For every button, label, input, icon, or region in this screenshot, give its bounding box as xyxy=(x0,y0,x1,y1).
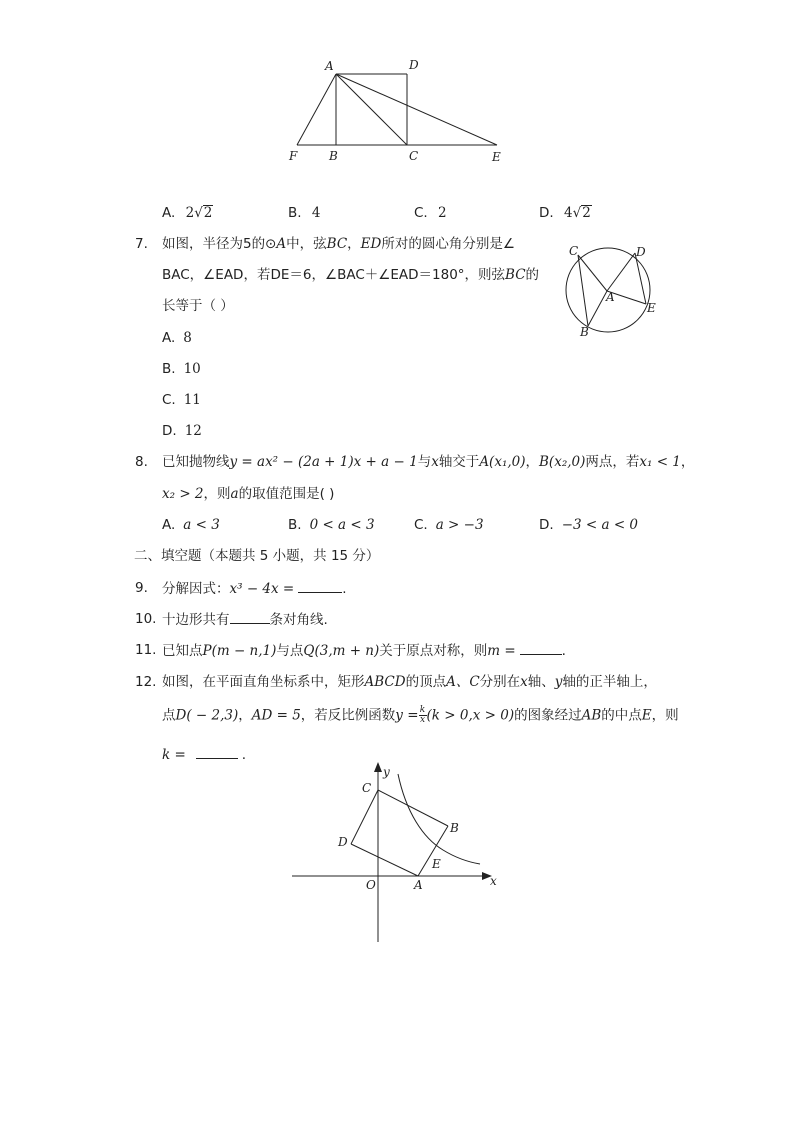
q6-option-b[interactable] xyxy=(288,204,320,222)
q6-label-e: E xyxy=(492,150,501,164)
q7-option-a[interactable]: A. 8 xyxy=(162,330,192,346)
answer-blank[interactable] xyxy=(196,745,238,759)
q8-option-c[interactable]: C. a > −3 xyxy=(414,517,484,533)
q12-label-b: B xyxy=(450,821,459,835)
option-value: 2 xyxy=(438,205,447,221)
q12-label-e: E xyxy=(432,857,441,871)
q6-label-b: B xyxy=(329,149,338,163)
q6-label-a: A xyxy=(325,59,334,73)
option-coefficient: 2 xyxy=(185,205,195,221)
q11-number: 11. xyxy=(135,642,157,658)
option-coefficient: 4 xyxy=(563,205,573,221)
option-radicand: 2 xyxy=(203,205,213,221)
q7-number: 7. xyxy=(135,236,148,252)
q10-line: 十边形共有 条对角线. xyxy=(162,612,328,628)
sqrt-icon: √ xyxy=(572,205,582,221)
answer-blank[interactable] xyxy=(520,641,562,655)
hyperbola-curve xyxy=(398,774,480,864)
option-letter: B. xyxy=(288,205,302,221)
option-radicand: 2 xyxy=(582,205,591,221)
q6-option-a[interactable] xyxy=(162,204,213,222)
q8-option-d[interactable]: D. −3 < a < 0 xyxy=(539,517,639,533)
answer-blank[interactable] xyxy=(230,610,270,624)
q12-label-a: A xyxy=(414,878,423,892)
option-letter: D. xyxy=(539,205,554,221)
option-value: 4 xyxy=(311,205,321,221)
q7-label-d: D xyxy=(636,245,646,259)
q7-label-e: E xyxy=(647,301,656,315)
q7-option-c[interactable]: C. 11 xyxy=(162,392,201,408)
y-axis-arrow-icon xyxy=(374,762,382,772)
q12-label-d: D xyxy=(338,835,348,849)
q7-figure xyxy=(558,238,668,343)
q7-option-b[interactable]: B. 10 xyxy=(162,361,201,377)
q12-figure xyxy=(288,762,503,947)
q9-number: 9. xyxy=(135,580,148,596)
q12-label-c: C xyxy=(362,781,372,795)
q12-label-o: O xyxy=(366,878,376,892)
q12-number: 12. xyxy=(135,674,157,690)
q7-label-c: C xyxy=(569,244,579,258)
q12-line-2: 点D( − 2,3)，AD = 5，若反比例函数y = $\frac{k}{x}$ (k > 0,x > 0)的图象经过AB的中点E，则 xyxy=(162,705,679,725)
option-letter: A. xyxy=(162,205,176,221)
q7-line-2: BAC，∠EAD，若DE＝6，∠BAC＋∠EAD＝180°，则弦BC的 xyxy=(162,267,540,283)
q7-option-d[interactable]: D. 12 xyxy=(162,423,202,439)
q6-label-c: C xyxy=(409,149,419,163)
circle-dot-icon: ⊙ xyxy=(265,236,277,252)
q12-label-x: x xyxy=(490,874,497,888)
sqrt-icon: √ xyxy=(194,205,203,221)
q7-label-a: A xyxy=(606,290,615,304)
option-letter: C. xyxy=(414,205,428,221)
answer-blank[interactable] xyxy=(298,579,342,593)
q7-line-1: 如图，半径为5的⊙A中，弦BC，ED所对的圆心角分别是∠ xyxy=(162,236,515,252)
q12-label-y: y xyxy=(383,765,390,779)
q8-line-1: 已知抛物线y = ax² − (2a + 1)x + a − 1与x轴交于A(x₁,0)，B(x₂,0)两点，若x₁ < 1， xyxy=(162,454,695,470)
q6-label-f: F xyxy=(289,149,298,163)
q8-number: 8. xyxy=(135,454,148,470)
q7-line-3: 长等于（ ） xyxy=(162,298,234,314)
q12-line-3: k = . xyxy=(162,747,247,763)
q8-option-a[interactable]: A. a < 3 xyxy=(162,517,220,533)
q8-line-2: x₂ > 2，则a的取值范围是( ) xyxy=(162,486,335,502)
q12-line-1: 如图，在平面直角坐标系中，矩形ABCD的顶点A、C分别在x轴、y轴的正半轴上， xyxy=(162,674,657,690)
fraction: $\frac{k}{x}$ xyxy=(419,705,426,725)
q11-line: 已知点P(m − n,1)与点Q(3,m + n)关于原点对称，则m = . xyxy=(162,643,566,659)
q9-line: 分解因式：x³ − 4x = . xyxy=(162,581,347,597)
q6-option-c[interactable] xyxy=(414,204,447,222)
q8-option-b[interactable]: B. 0 < a < 3 xyxy=(288,517,375,533)
section-heading: 二、填空题（本题共 5 小题，共 15 分） xyxy=(134,548,380,564)
q10-number: 10. xyxy=(135,611,157,627)
q7-label-b: B xyxy=(580,325,589,339)
q6-figure xyxy=(285,55,515,170)
q6-label-d: D xyxy=(409,58,419,72)
q6-option-d[interactable] xyxy=(539,204,592,222)
